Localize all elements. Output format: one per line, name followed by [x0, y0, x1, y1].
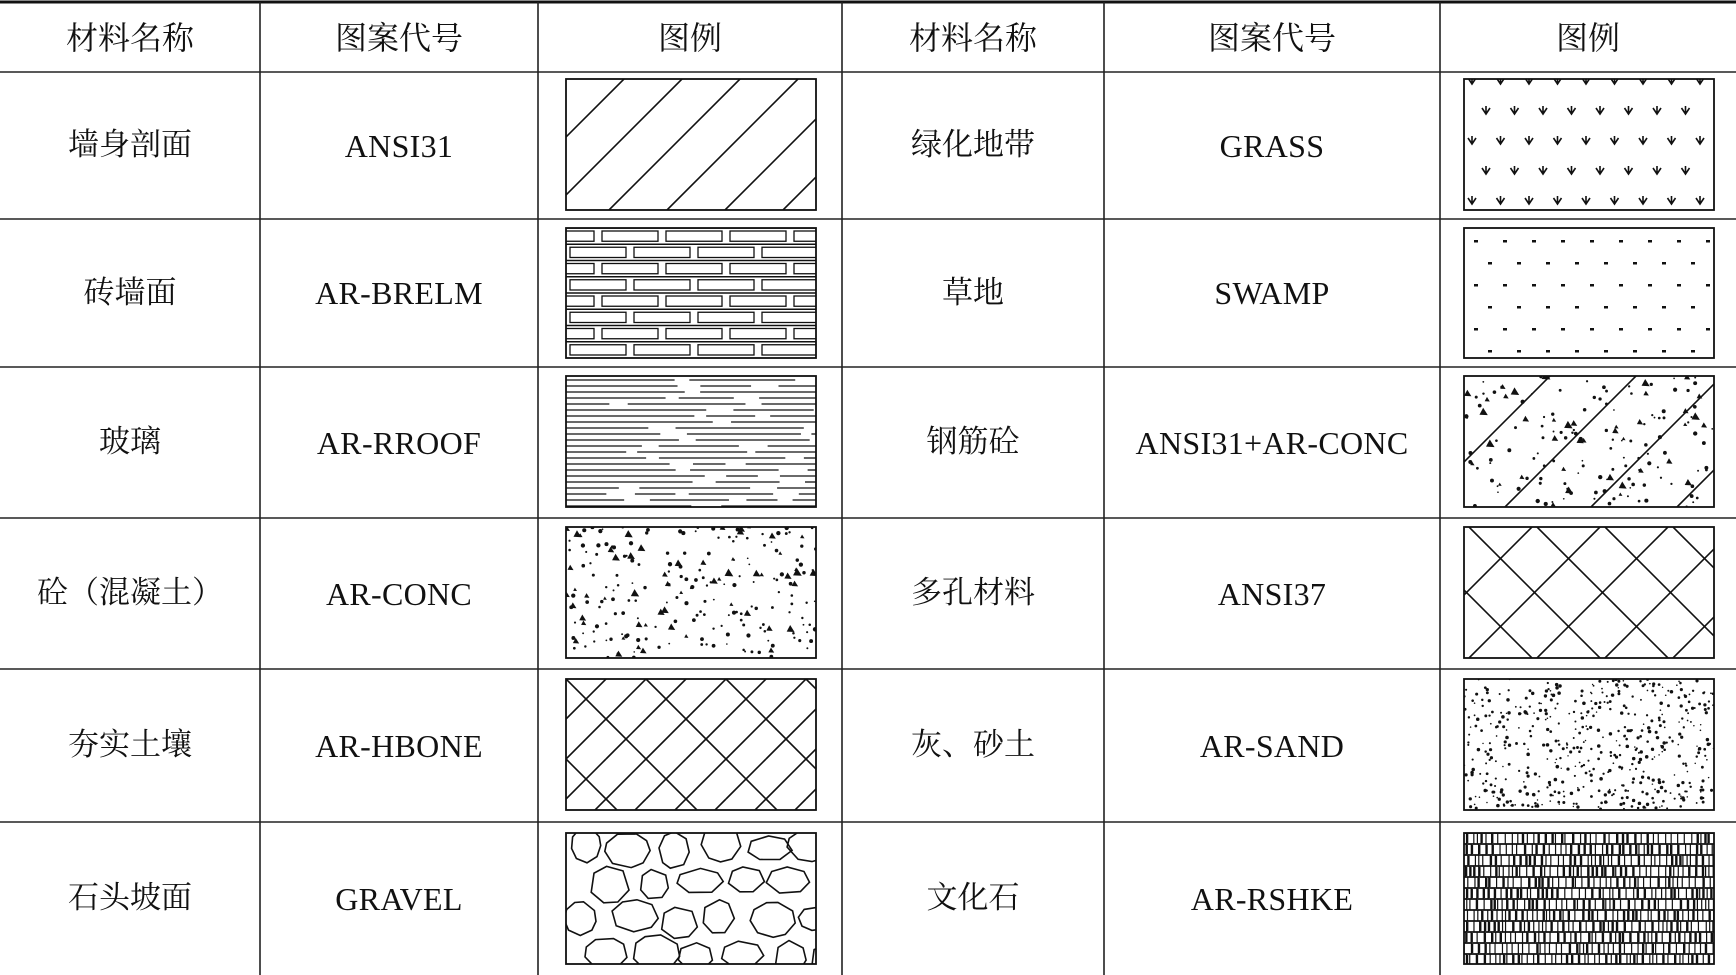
pattern-frame — [1464, 228, 1714, 358]
pattern-swatch-conc — [564, 525, 818, 659]
pattern-swatch-rshke — [1464, 833, 1715, 965]
pattern-frame — [1464, 376, 1714, 507]
material-name-cell: 砼（混凝土） — [37, 575, 223, 611]
pattern-code-cell: AR-BRELM — [315, 275, 483, 311]
pattern-swatch-rroof — [566, 376, 816, 507]
material-name-cell: 钢筋砼 — [926, 424, 1020, 460]
pattern-swatch-ansi31 — [435, 79, 1030, 210]
pattern-code-cell: ANSI31+AR-CONC — [1135, 424, 1409, 461]
pattern-code-cell: ANSI37 — [1217, 575, 1327, 612]
pattern-swatch-brick — [506, 228, 914, 358]
material-name-cell: 文化石 — [926, 880, 1020, 916]
pattern-swatch-swamp — [1464, 228, 1714, 358]
pattern-frame — [1464, 79, 1714, 210]
pattern-swatch-hbone — [6, 599, 1526, 959]
material-name-cell: 灰、砂土 — [911, 727, 1035, 763]
pattern-swatch-ansi37 — [1265, 527, 1736, 658]
pattern-code-cell: AR-RROOF — [316, 424, 482, 461]
material-name-cell: 夯实土壤 — [68, 727, 192, 763]
pattern-frame — [1464, 527, 1714, 658]
pattern-swatch-rebar — [1333, 372, 1736, 508]
pattern-code-cell: SWAMP — [1214, 275, 1330, 311]
material-name-cell: 石头坡面 — [68, 880, 192, 916]
pattern-swatch-sand — [1463, 678, 1714, 811]
header-material-name-left: 材料名称 — [65, 19, 194, 57]
material-name-cell: 多孔材料 — [911, 575, 1035, 611]
pattern-code-cell: ANSI31 — [344, 127, 454, 164]
header-pattern-code-left: 图案代号 — [334, 19, 463, 57]
material-name-cell: 墙身剖面 — [68, 127, 192, 163]
material-name-cell: 砖墙面 — [83, 274, 177, 311]
pattern-code-cell: GRASS — [1219, 127, 1325, 164]
material-name-cell: 玻璃 — [99, 424, 161, 460]
material-name-cell: 绿化地带 — [911, 127, 1035, 163]
header-material-name-right: 材料名称 — [908, 19, 1037, 57]
pattern-frame — [566, 679, 816, 810]
material-name-cell: 草地 — [942, 274, 1004, 311]
header-legend-right: 图例 — [1555, 19, 1620, 57]
header-pattern-code-right: 图案代号 — [1207, 19, 1336, 57]
pattern-code-cell: GRAVEL — [335, 880, 463, 917]
header-legend-left: 图例 — [657, 19, 722, 57]
pattern-code-cell: AR-CONC — [325, 575, 473, 612]
pattern-code-cell: AR-HBONE — [315, 727, 483, 764]
pattern-swatch-grass — [1464, 76, 1714, 210]
pattern-code-cell: AR-SAND — [1199, 727, 1345, 764]
pattern-swatch-gravel — [564, 826, 859, 975]
pattern-code-cell: AR-RSHKE — [1190, 880, 1354, 917]
